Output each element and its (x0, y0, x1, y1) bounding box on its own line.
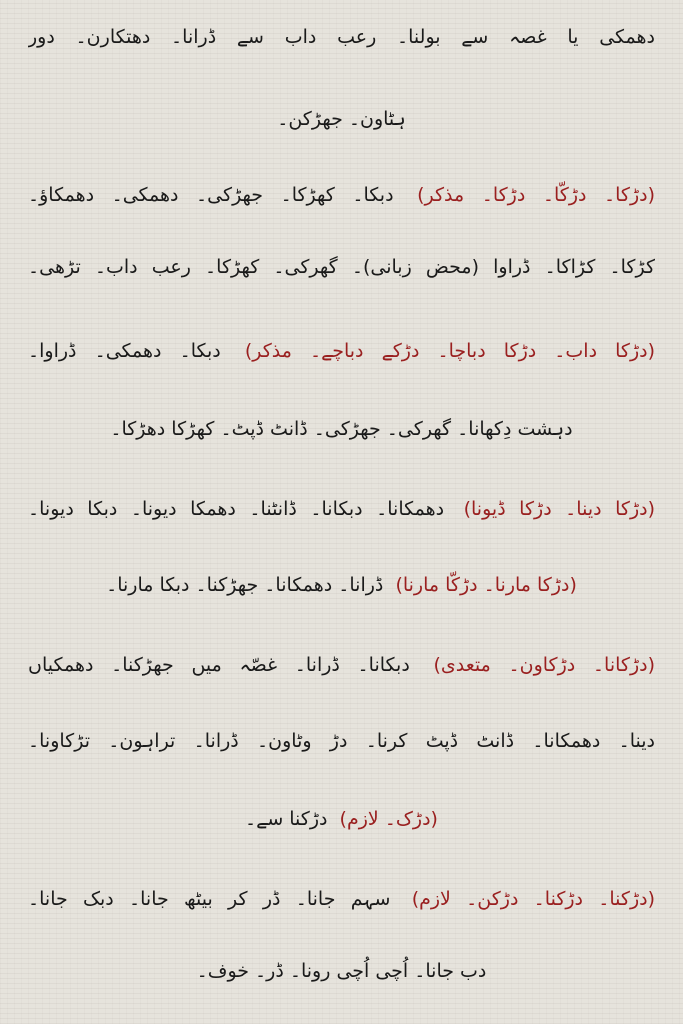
entry-line (28, 326, 655, 376)
entry-line (28, 404, 655, 454)
definition-text: دب جانا۔ اُچی اُچی رونا۔ ڈر۔ خوف۔ (196, 960, 487, 982)
definition-text: دہشت دِکھانا۔ گھرکی۔ جھڑکی۔ ڈانٹ ڈپٹ۔ کھڑکا دھڑکا۔ (110, 418, 573, 440)
entry-line (28, 946, 655, 996)
headword: (دڑکا۔ دڑکّا۔ دڑکا۔ مذکر) (417, 184, 655, 206)
definition-text: دبکا۔ کھڑکا۔ جھڑکی۔ دھمکی۔ دھمکاؤ۔ (28, 184, 394, 206)
definition-text: ڈرانا۔ دھمکانا۔ جھڑکنا۔ دبکا مارنا۔ (106, 574, 384, 596)
headword: (دڑکا دینا۔ دڑکا ڈیونا) (463, 498, 655, 520)
entry-line (28, 874, 655, 924)
definition-text: ہٹاون۔ جھڑکن۔ (277, 108, 406, 130)
headword: (دڑکنا۔ دڑکنا۔ دڑکن۔ لازم) (411, 888, 655, 910)
headword: (دڑکا مارنا۔ دڑکّا مارنا) (395, 574, 577, 596)
entry-line (28, 484, 655, 534)
entry-line (28, 794, 655, 844)
definition-text: دبکانا۔ ڈرانا۔ غصّہ میں جھڑکنا۔ دھمکیاں (28, 654, 410, 676)
headword: (دڑک۔ لازم) (339, 808, 438, 830)
definition-text: کڑکا۔ کڑاکا۔ ڈراوا (محض زبانی)۔ گھرکی۔ کھڑکا۔ رعب داب۔ تڑھی۔ (28, 256, 655, 278)
entry-line (28, 242, 655, 292)
headword: (دڑکانا۔ دڑکاون۔ متعدی) (433, 654, 655, 676)
entry-line (28, 640, 655, 690)
definition-text: دبکا۔ دھمکی۔ ڈراوا۔ (28, 340, 221, 362)
definition-text: دھمکانا۔ دبکانا۔ ڈانٹنا۔ دھمکا دیونا۔ دبکا دیونا۔ (28, 498, 445, 520)
entry-line (28, 170, 655, 220)
entry-line (28, 94, 655, 144)
definition-text: دھمکی یا غصہ سے بولنا۔ رعب داب سے ڈرانا۔ دھتکارن۔ دور (28, 26, 655, 48)
headword: (دڑکا داب۔ دڑکا دباچا۔ دڑکے دباچے۔ مذکر) (244, 340, 655, 362)
definition-text: دڑکنا سے۔ (245, 808, 328, 830)
definition-text: دینا۔ دھمکانا۔ ڈانٹ ڈپٹ کرنا۔ دڑ وٹاون۔ ڈرانا۔ تراہون۔ تڑکاونا۔ (28, 730, 655, 752)
entry-line (28, 12, 655, 62)
definition-text: سہم جانا۔ ڈر کر بیٹھ جانا۔ دبک جانا۔ (28, 888, 391, 910)
entry-line (28, 716, 655, 766)
entry-line (28, 560, 655, 610)
